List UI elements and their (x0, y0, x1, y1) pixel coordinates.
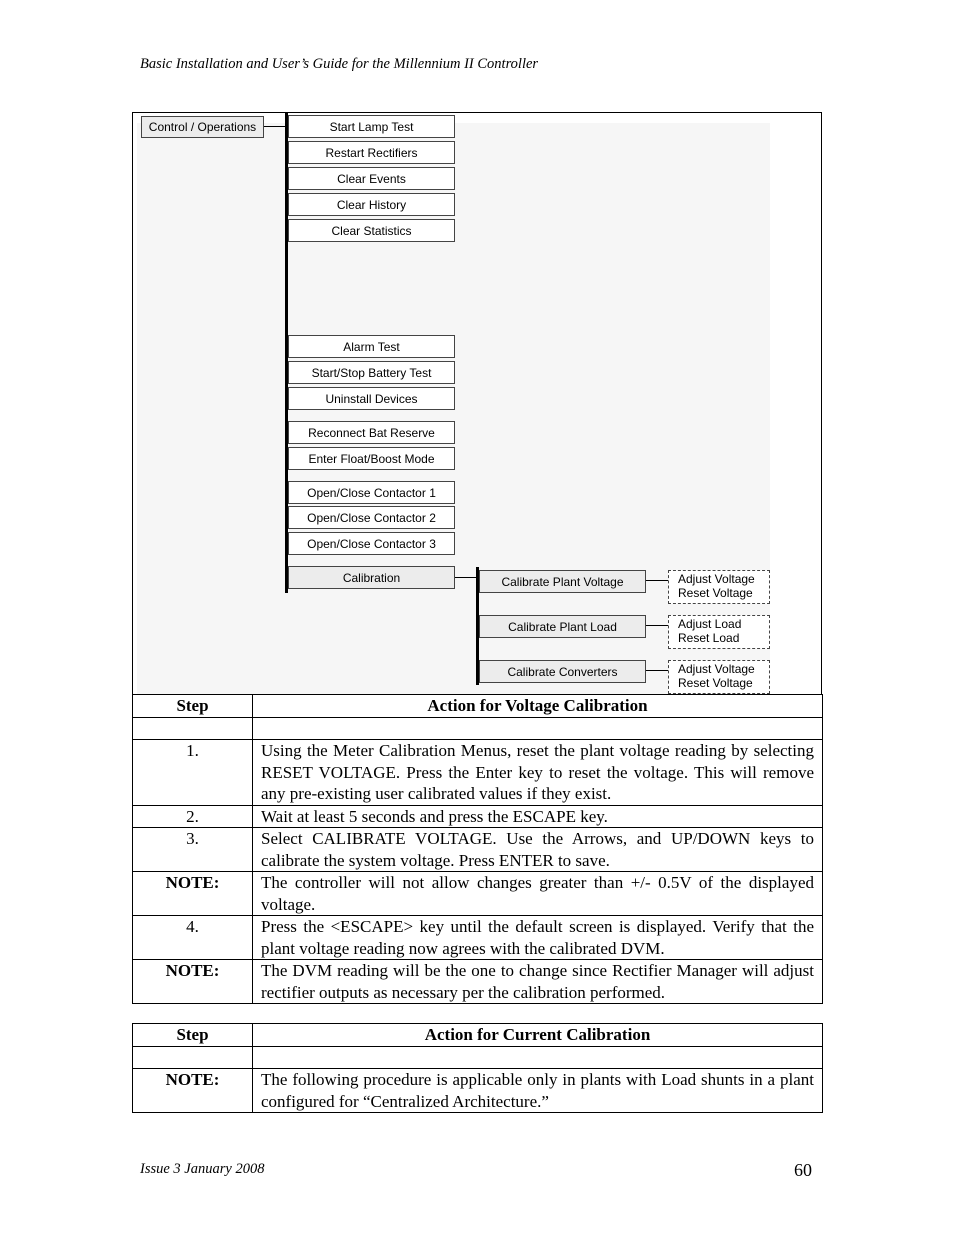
calibrate-plant-voltage-actions (668, 570, 770, 604)
action-cell: Using the Meter Calibration Menus, reset the plant voltage reading by selecting RESET VOLTAGE. Press the Enter key to reset the voltage. This will remove any pre-existing user calibrated values if they exist. (253, 740, 823, 806)
column-header-action: Action for Voltage Calibration (253, 695, 823, 718)
column-header-action: Action for Current Calibration (253, 1024, 823, 1047)
action-cell: The DVM reading will be the one to change since Rectifier Manager will adjust rectifier outputs as necessary per the calibration performed. (253, 960, 823, 1004)
table-header-row (133, 1024, 823, 1047)
voltage-calibration-table (132, 694, 823, 1004)
step-cell: 2. (133, 805, 253, 828)
action-reset-load: Reset Load (678, 631, 740, 645)
calibrate-plant-load-actions (668, 615, 770, 649)
table-row-blank (133, 718, 823, 740)
menu-item-clear-events: Clear Events (288, 167, 455, 190)
connector-line (646, 625, 668, 626)
menu-item-start-lamp-test: Start Lamp Test (288, 115, 455, 138)
note-cell: NOTE: (133, 1069, 253, 1113)
action-cell: Select CALIBRATE VOLTAGE. Use the Arrows, and UP/DOWN keys to calibrate the system voltage. Press ENTER to save. (253, 828, 823, 872)
menu-item-clear-statistics: Clear Statistics (288, 219, 455, 242)
menu-item-open-close-contactor-3: Open/Close Contactor 3 (288, 532, 455, 555)
connector-line (264, 126, 286, 127)
menu-item-enter-float-boost-mode: Enter Float/Boost Mode (288, 447, 455, 470)
action-cell: Wait at least 5 seconds and press the ESCAPE key. (253, 805, 823, 828)
action-cell: The controller will not allow changes greater than +/- 0.5V of the displayed voltage. (253, 872, 823, 916)
step-cell: 1. (133, 740, 253, 806)
action-cell: The following procedure is applicable only in plants with Load shunts in a plant configured for “Centralized Architecture.” (253, 1069, 823, 1113)
connector-line (646, 670, 668, 671)
menu-item-start-stop-battery-test: Start/Stop Battery Test (288, 361, 455, 384)
menu-item-uninstall-devices: Uninstall Devices (288, 387, 455, 410)
menu-item-calibrate-converters: Calibrate Converters (479, 660, 646, 683)
note-cell: NOTE: (133, 872, 253, 916)
table-row (133, 872, 823, 916)
action-reset-voltage: Reset Voltage (678, 676, 753, 690)
connector-line (455, 577, 477, 578)
footer-issue-date: Issue 3 January 2008 (140, 1161, 265, 1177)
current-calibration-table (132, 1023, 823, 1113)
table-row (133, 916, 823, 960)
action-adjust-voltage: Adjust Voltage (678, 572, 755, 586)
menu-item-open-close-contactor-2: Open/Close Contactor 2 (288, 506, 455, 529)
table-row (133, 740, 823, 806)
action-reset-voltage: Reset Voltage (678, 586, 753, 600)
menu-item-calibrate-plant-voltage: Calibrate Plant Voltage (479, 570, 646, 593)
action-adjust-load: Adjust Load (678, 617, 742, 631)
table-row (133, 828, 823, 872)
table-row (133, 1069, 823, 1113)
action-adjust-voltage: Adjust Voltage (678, 662, 755, 676)
menu-item-open-close-contactor-1: Open/Close Contactor 1 (288, 481, 455, 504)
action-cell: Press the <ESCAPE> key until the default screen is displayed. Verify that the plant voltage reading now agrees with the calibrated DVM. (253, 916, 823, 960)
calibrate-converters-actions (668, 660, 770, 694)
page-number: 60 (794, 1160, 812, 1180)
table-header-row (133, 695, 823, 718)
menu-tree-diagram (132, 112, 822, 694)
menu-item-alarm-test: Alarm Test (288, 335, 455, 358)
menu-root-control-operations: Control / Operations (141, 116, 264, 138)
menu-item-clear-history: Clear History (288, 193, 455, 216)
table-row (133, 805, 823, 828)
menu-item-reconnect-bat-reserve: Reconnect Bat Reserve (288, 421, 455, 444)
menu-item-calibration: Calibration (288, 566, 455, 589)
step-cell: 4. (133, 916, 253, 960)
document-header-title: Basic Installation and User’s Guide for the Millennium II Controller (140, 56, 539, 72)
column-header-step: Step (133, 1024, 253, 1047)
column-header-step: Step (133, 695, 253, 718)
table-row-blank (133, 1047, 823, 1069)
step-cell: 3. (133, 828, 253, 872)
note-cell: NOTE: (133, 960, 253, 1004)
table-row (133, 960, 823, 1004)
connector-line (646, 580, 668, 581)
menu-item-calibrate-plant-load: Calibrate Plant Load (479, 615, 646, 638)
menu-item-restart-rectifiers: Restart Rectifiers (288, 141, 455, 164)
